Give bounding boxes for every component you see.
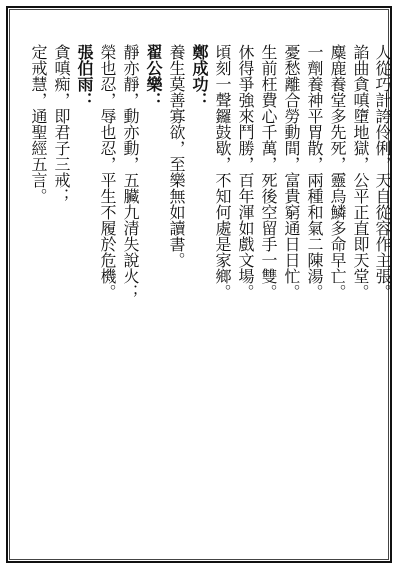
text-column-12: 貪嗔痴，即君子三戒；	[52, 44, 71, 204]
text-column-5: 憂愁離合勞動間，富貴窮通日日忙。	[282, 44, 301, 300]
text-column-4: 一劑養神平胃散，兩種和氣二陳湯。	[305, 44, 324, 300]
text-column-13: 定戒慧，通聖經五言。	[29, 44, 48, 204]
text-column-10: 靜亦靜，動亦動，五臟九清失說火；	[121, 44, 140, 300]
text-column-3: 麋鹿養堂多先死，靈烏鱗多命早亡。	[328, 44, 347, 300]
text-column-7: 休得爭強來鬥勝，百年渾如戲文場。	[236, 44, 255, 300]
author-heading-3: 張伯雨：	[75, 44, 94, 108]
text-column-1: 人從巧計誇伶俐，天自從容作主張。	[373, 44, 392, 300]
text-column-9: 養生莫善寡欲，至樂無如讀書。	[167, 44, 186, 268]
author-heading-1: 鄭成功：	[190, 44, 209, 108]
text-column-8: 頃刻一聲鑼鼓歇，不知何處是家鄉。	[213, 44, 232, 300]
text-column-6: 生前枉費心千萬，死後空留手一雙。	[259, 44, 278, 300]
author-heading-2: 翟公樂：	[144, 44, 163, 108]
text-column-11: 榮也忍，辱也忍，平生不履於危機。	[98, 44, 117, 300]
text-column-2: 諂曲貪嗔墮地獄，公平正直即天堂。	[351, 44, 370, 300]
